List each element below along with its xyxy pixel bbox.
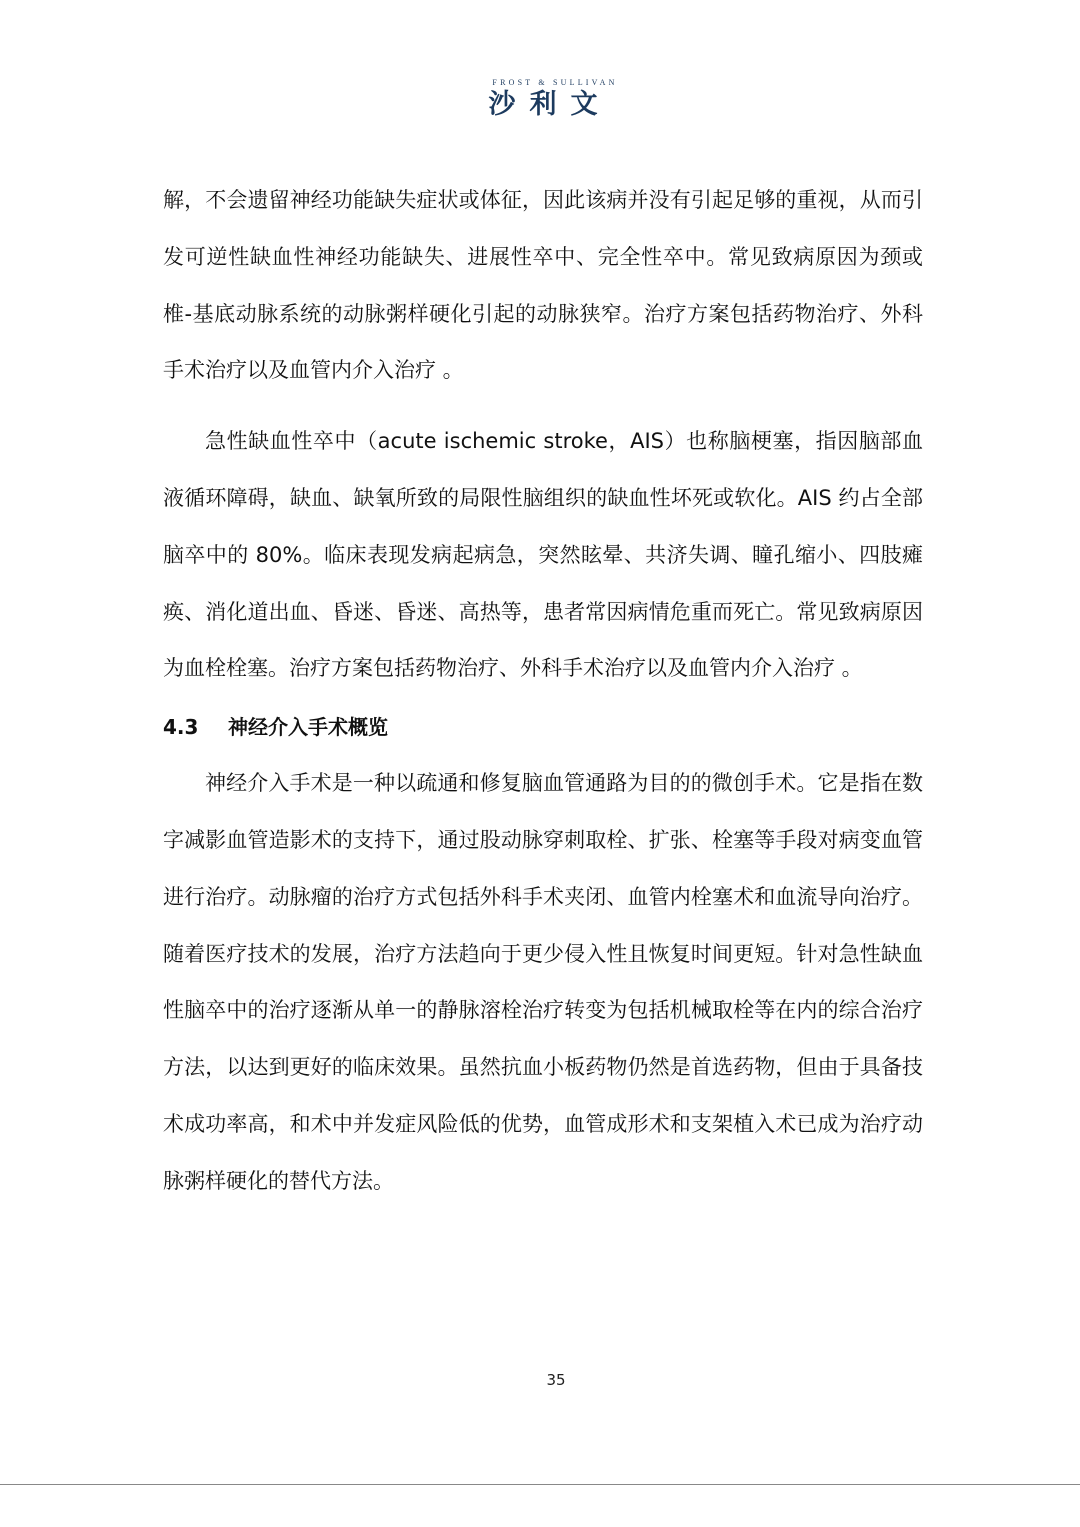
paragraph-gap: [163, 399, 923, 413]
section-heading: [163, 699, 923, 755]
paragraph-2: 急性缺血性卒中（acute ischemic stroke，AIS）也称脑梗塞，指因脑部血液循环障碍，缺血、缺氧所致的局限性脑组织的缺血性坏死或软化。AIS 约占全部脑卒中的 80%。临床表现发病起病急，突然眩晕、共济失调、瞳孔缩小、四肢瘫痪、消化道出血、昏迷、昏迷、高热等，患者常因病情危重而死亡。常见致病原因为血栓栓塞。治疗方案包括药物治疗、外科手术治疗以及血管内介入治疗 。: [163, 429, 923, 681]
section-number: 4.3: [163, 715, 199, 740]
publisher-logo: [0, 78, 1080, 122]
logo-english-text: FROST & SULLIVAN: [492, 78, 618, 87]
footer-divider: [0, 1484, 1080, 1485]
document-body: [163, 172, 923, 1210]
paragraph-1: 解，不会遗留神经功能缺失症状或体征，因此该病并没有引起足够的重视，从而引发可逆性缺血性神经功能缺失、进展性卒中、完全性卒中。常见致病原因为颈或椎-基底动脉系统的动脉粥样硬化引起的动脉狭窄。治疗方案包括药物治疗、外科手术治疗以及血管内介入治疗 。: [163, 188, 923, 383]
logo-chinese-text: 沙利文: [488, 89, 612, 120]
section-title: 神经介入手术概览: [228, 715, 388, 740]
page-number: 35: [546, 1371, 566, 1389]
paragraph-3: 神经介入手术是一种以疏通和修复脑血管通路为目的的微创手术。它是指在数字减影血管造影术的支持下，通过股动脉穿刺取栓、扩张、栓塞等手段对病变血管进行治疗。动脉瘤的治疗方式包括外科手术夹闭、血管内栓塞术和血流导向治疗。随着医疗技术的发展，治疗方法趋向于更少侵入性且恢复时间更短。针对急性缺血性脑卒中的治疗逐渐从单一的静脉溶栓治疗转变为包括机械取栓等在内的综合治疗方法，以达到更好的临床效果。虽然抗血小板药物仍然是首选药物，但由于具备技术成功率高，和术中并发症风险低的优势，血管成形术和支架植入术已成为治疗动脉粥样硬化的替代方法。: [163, 771, 923, 1193]
